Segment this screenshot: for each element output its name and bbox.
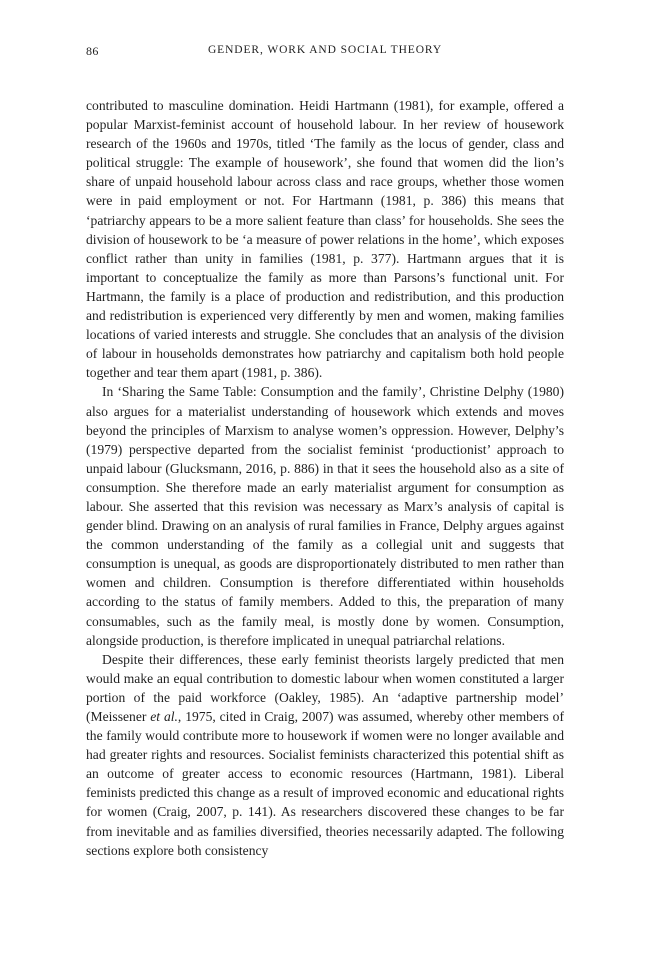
- running-header-title: GENDER, WORK AND SOCIAL THEORY: [207, 44, 443, 56]
- paragraph-text: contributed to masculine domination. Heidi Hartmann (1981), for example, offered a popular Marxist-feminist account of household labour. In her review of housework research of the 1960s and 1970s, titled ‘The family as the locus of gender, class and political struggle: The example of housework’, she found that women did the lion’s share of unpaid household labour across class and race groups, whether those women were in paid employment or not. For Hartmann (1981, p. 386) this means that ‘patriarchy appears to be a more salient feature than class’ for households. She sees the division of housework to be ‘a measure of power relations in the home’, which exposes conflict rather than unity in families (1981, p. 377). Hartmann argues that it is important to conceptualize the family as more than Parsons’s functional unit. For Hartmann, the family is a place of production and redistribution, and this production and redistribution is experienced very differently by men and women, making families locations of varied interests and struggle. She concludes that an analysis of the division of labour in households demonstrates how patriarchy and capitalism both hold people together and tear them apart (1981, p. 386).: [86, 98, 564, 381]
- body-text: [86, 96, 564, 860]
- paragraph-text: , 1975, cited in Craig, 2007) was assumed, whereby other members of the family would contribute more to housework if women were no longer available and had greater rights and resources. Socialist feminists characterized this potential shift as an outcome of greater access to economic resources (Hartmann, 1981). Liberal feminists predicted this change as a result of improved economic and educational rights for women (Craig, 2007, p. 141). As researchers discovered these changes to be far from inevitable and as families diversified, theories necessarily adapted. The following sections explore both consistency: [86, 709, 564, 858]
- paragraph: [86, 382, 564, 649]
- running-header: [86, 44, 564, 62]
- paragraph: [86, 96, 564, 382]
- paragraph-text: Despite their differences, these early feminist theorists largely predicted that men would make an equal contribution to domestic labour when women constituted a larger portion of the paid workforce (Oakley, 1985). An ‘adaptive partnership model’ (Meissener: [86, 651, 564, 724]
- book-page: [86, 44, 564, 860]
- italic-text: et al.: [150, 709, 178, 724]
- paragraph-text: In ‘Sharing the Same Table: Consumption and the family’, Christine Delphy (1980) also argues for a materialist understanding of housework which extends and moves beyond the principles of Marxism to analyse women’s oppression. However, Delphy’s (1979) perspective departed from the socialist feminist ‘productionist’ approach to unpaid labour (Glucksmann, 2016, p. 886) in that it sees the household also as a site of consumption. She therefore made an early materialist argument for consumption as labour. She asserted that this revision was necessary as Marx’s analysis of capital is gender blind. Drawing on an analysis of rural families in France, Delphy argues against the common understanding of the family as a collegial unit and suggests that consumption is unequal, as goods are disproportionately distributed to men rather than women and children. Consumption is therefore differentiated within households according to the status of family members. Added to this, the preparation of many consumables, such as the family meal, is mostly done by women. Consumption, alongside production, is therefore implicated in unequal patriarchal relations.: [86, 384, 564, 648]
- page-number: 86: [86, 44, 99, 58]
- paragraph: [86, 650, 564, 860]
